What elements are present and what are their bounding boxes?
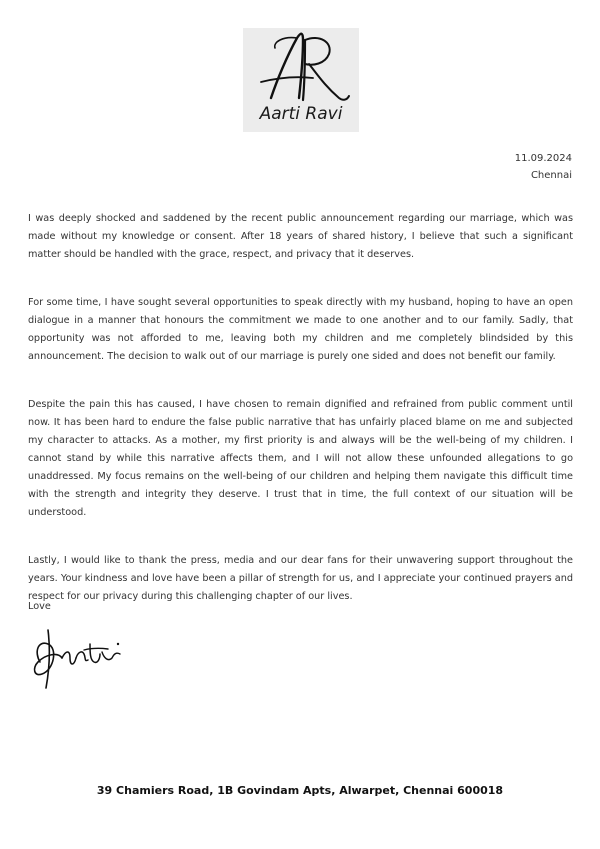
footer-address: 39 Chamiers Road, 1B Govindam Apts, Alwarpet, Chennai 600018: [96, 784, 504, 797]
letter-date: 11.09.2024: [514, 153, 572, 164]
letter-city: Chennai: [530, 170, 572, 181]
letterhead-name: Aarti Ravi: [259, 104, 343, 124]
date-location-block: [515, 150, 572, 184]
ar-monogram-logo: [243, 28, 359, 106]
handwritten-signature: [28, 622, 138, 692]
body-paragraph-3: Despite the pain this has caused, I have chosen to remain dignified and refrained from public comment until now. It has been hard to endure the false public narrative that has unfairly placed blame on me and subjected my character to attacks. As a mother, my first priority is and always will be the well-being of my children. I cannot stand by while this narrative affects them, and I will not allow these unfounded allegations to go unaddressed. My focus remains on the well-being of our children and helping them navigate this difficult time with the strength and integrity they deserve. I trust that in time, the full context of our situation will be understood.: [28, 399, 573, 518]
letterhead: [0, 0, 600, 140]
body-paragraph-1: I was deeply shocked and saddened by the recent public announcement regarding our marriage, which was made without my knowledge or consent. After 18 years of shared history, I believe that such a significant matter should be handled with the grace, respect, and privacy that it deserves.: [28, 213, 573, 260]
letter-body: [28, 210, 573, 636]
body-paragraph-4: Lastly, I would like to thank the press, media and our dear fans for their unwavering support throughout the years. Your kindness and love have been a pillar of strength for us, and I appreciate your continued prayers and respect for our privacy during this challenging chapter of our lives.: [28, 555, 573, 602]
body-paragraph-2: For some time, I have sought several opportunities to speak directly with my husband, hoping to have an open dialogue in a manner that honours the commitment we made to one another and to our family. Sadly, that opportunity was not afforded to me, leaving both my children and me completely blindsided by this announcement. The decision to walk out of our marriage is purely one sided and does not benefit our family.: [28, 297, 573, 362]
closing-salutation: Love: [28, 601, 51, 612]
